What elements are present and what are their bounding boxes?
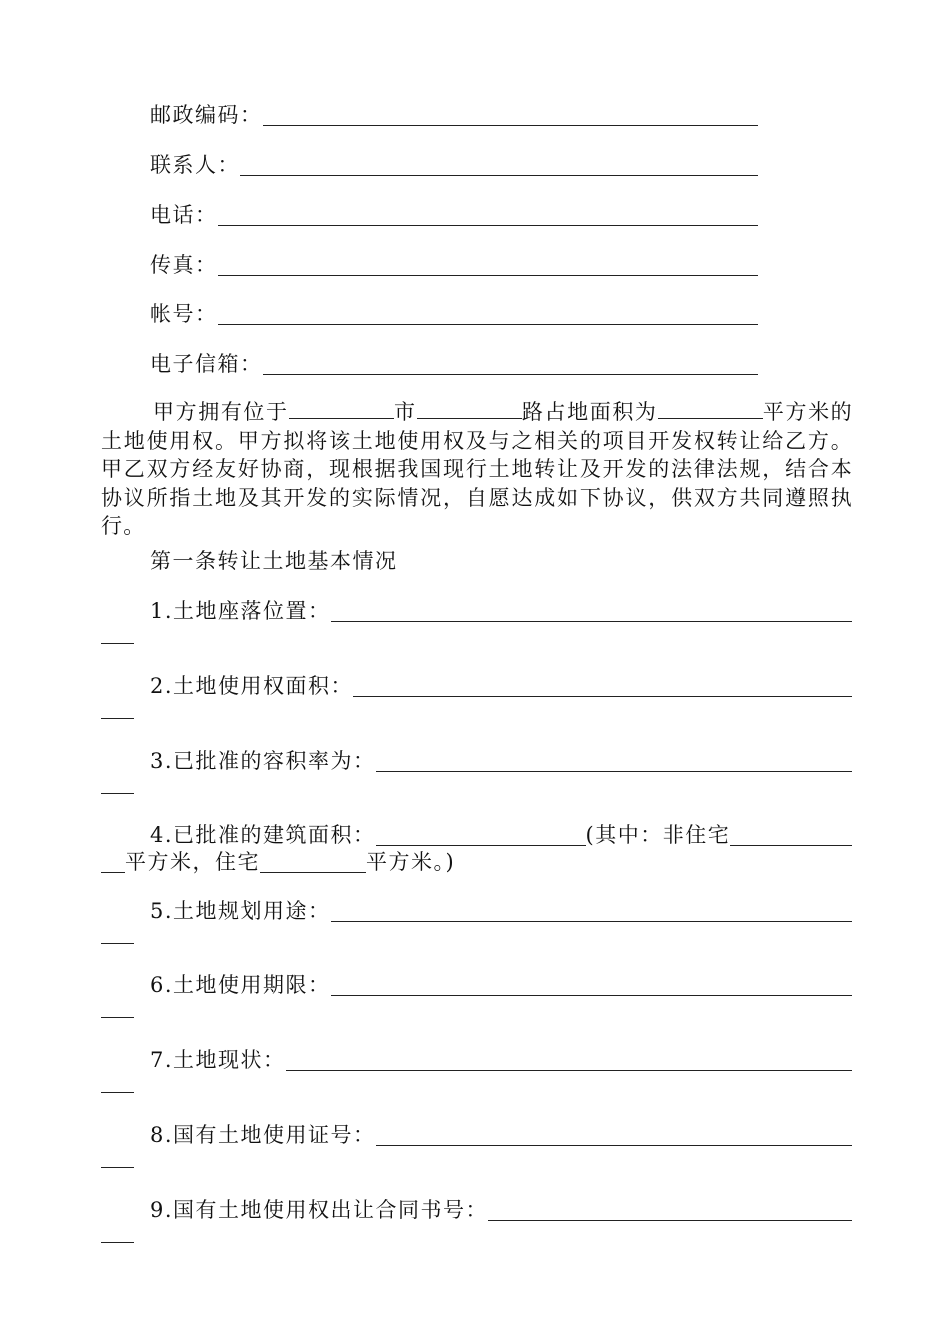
- postal-code-label: 邮政编码：: [150, 103, 263, 127]
- building-area-blank[interactable]: [376, 819, 586, 846]
- contact-person-field: [150, 148, 758, 182]
- item-1-blank-continued: [101, 642, 134, 644]
- phone-label: 电话：: [150, 203, 218, 227]
- item-4-note-c: 平方米。): [366, 850, 456, 874]
- fax-blank[interactable]: [218, 249, 759, 276]
- postal-code-field: [150, 98, 758, 132]
- item-8-blank-continued: [101, 1166, 134, 1168]
- item-5-blank-continued: [101, 942, 134, 944]
- item-2: [150, 669, 852, 703]
- item-7-blank-continued: [101, 1091, 134, 1093]
- item-8: [150, 1118, 852, 1152]
- email-blank[interactable]: [263, 348, 759, 375]
- account-label: 帐号：: [150, 302, 218, 326]
- item-2-blank-continued: [101, 717, 134, 719]
- item-7-label: 7.土地现状：: [150, 1048, 286, 1072]
- intro-road: 路占地面积为: [521, 400, 658, 424]
- email-label: 电子信箱：: [150, 352, 263, 376]
- item-5-label: 5.土地规划用途：: [150, 899, 331, 923]
- intro-paragraph: [101, 398, 853, 541]
- intro-rest: 平方米的土地使用权。甲方拟将该土地使用权及与之相关的项目开发权转让给乙方。甲乙双方经友好协商，现根据我国现行土地转让及开发的法律法规，结合本协议所指土地及其开发的实际情况，自愿达成如下协议，供双方共同遵照执行。: [101, 400, 853, 538]
- email-field: [150, 347, 758, 381]
- item-4-continued: [101, 845, 455, 879]
- item-3: [150, 744, 852, 778]
- non-residential-blank[interactable]: [730, 819, 852, 846]
- item-6: [150, 968, 852, 1002]
- item-9-blank-continued: [101, 1241, 134, 1243]
- phone-blank[interactable]: [218, 199, 759, 226]
- item-6-label: 6.土地使用期限：: [150, 973, 331, 997]
- item-4-label: 4.已批准的建筑面积：: [150, 823, 376, 847]
- fax-label: 传真：: [150, 253, 218, 277]
- item-6-blank[interactable]: [331, 969, 852, 996]
- item-3-blank-continued: [101, 792, 134, 794]
- account-field: [150, 297, 758, 331]
- item-3-label: 3.已批准的容积率为：: [150, 749, 376, 773]
- item-1-label: 1.土地座落位置：: [150, 599, 331, 623]
- non-residential-blank-continued[interactable]: [101, 846, 125, 873]
- item-2-label: 2.土地使用权面积：: [150, 674, 354, 698]
- contact-person-label: 联系人：: [150, 153, 240, 177]
- account-blank[interactable]: [218, 298, 759, 325]
- item-1: [150, 594, 852, 628]
- item-7-blank[interactable]: [286, 1044, 852, 1071]
- area-blank[interactable]: [658, 398, 763, 419]
- city-blank[interactable]: [289, 398, 394, 419]
- item-5: [150, 894, 852, 928]
- item-9-blank[interactable]: [488, 1194, 852, 1221]
- postal-code-blank[interactable]: [263, 99, 759, 126]
- article-1-title: 第一条转让土地基本情况: [150, 549, 398, 573]
- item-1-blank[interactable]: [331, 595, 852, 622]
- item-8-blank[interactable]: [376, 1119, 852, 1146]
- item-9-label: 9.国有土地使用权出让合同书号：: [150, 1198, 489, 1222]
- fax-field: [150, 248, 758, 282]
- item-4-note-a: (其中：非住宅: [585, 823, 731, 847]
- item-2-blank[interactable]: [353, 670, 852, 697]
- item-9: [150, 1193, 852, 1227]
- intro-text-1: 甲方拥有位于: [153, 400, 289, 424]
- item-5-blank[interactable]: [331, 895, 852, 922]
- residential-blank[interactable]: [260, 846, 366, 873]
- road-blank[interactable]: [417, 398, 522, 419]
- item-6-blank-continued: [101, 1016, 134, 1018]
- intro-city: 市: [393, 400, 417, 424]
- item-4-note-b: 平方米，住宅: [125, 850, 260, 874]
- item-3-blank[interactable]: [376, 745, 852, 772]
- phone-field: [150, 198, 758, 232]
- item-8-label: 8.国有土地使用证号：: [150, 1123, 376, 1147]
- contact-person-blank[interactable]: [240, 149, 758, 176]
- item-7: [150, 1043, 852, 1077]
